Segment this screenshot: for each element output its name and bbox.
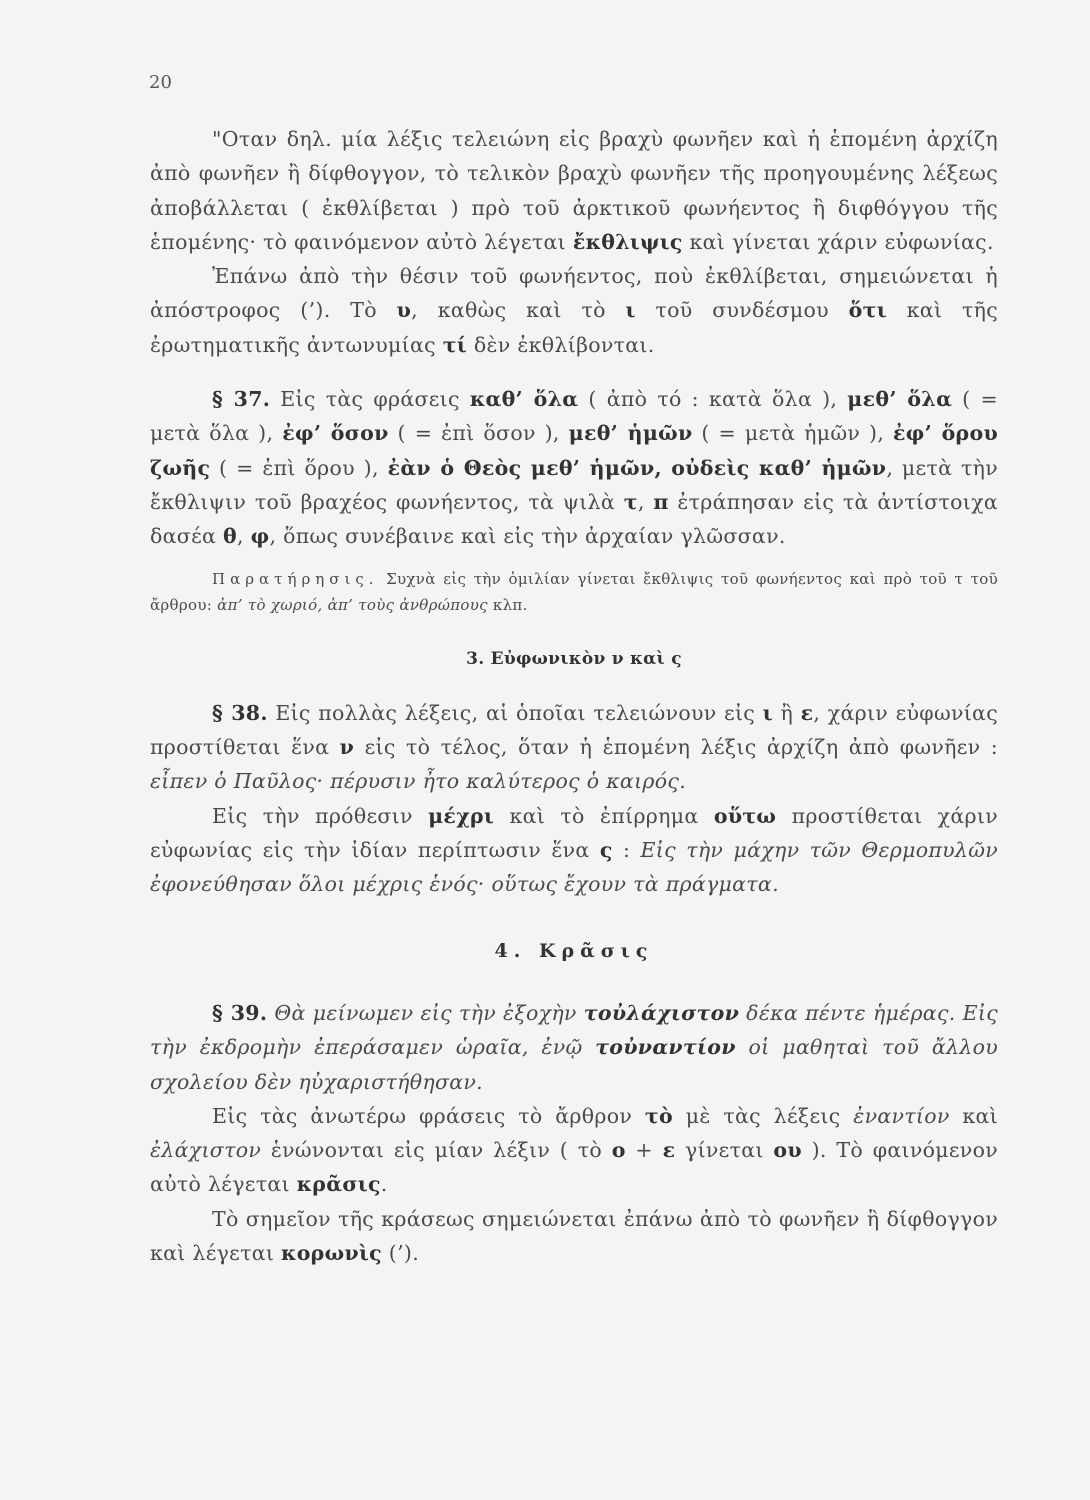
italic-word: ἐναντίον — [853, 1103, 950, 1128]
italic-example: ἀπ’ τὸ χωριό, ἀπ’ τοὺς ἀνθρώπους — [217, 595, 488, 614]
text-run: ( = μετὰ ἡμῶν ), — [692, 421, 894, 446]
bold-word: τί — [442, 332, 468, 357]
bold-italic-word: τοὐναντίον — [595, 1035, 736, 1060]
paragraph-mechri-outo — [150, 799, 998, 902]
text-run: ἢ — [772, 700, 801, 725]
text-run: δὲν ἐκθλίβονται. — [467, 332, 655, 357]
text-run: καὶ τῆς ἐρωτηματικῆς ἀντωνυμίας — [150, 298, 999, 357]
italic-example: οἱ μαθηταὶ τοῦ ἄλλου σχολείου δὲν ηὐχαριστήθησαν. — [150, 1035, 998, 1094]
bold-letter: ν — [339, 735, 355, 760]
page-number: 20 — [149, 72, 172, 93]
paragraph-krasis-explanation — [150, 1099, 998, 1202]
text-run: Εἰς πολλὰς λέξεις, αἱ ὁποῖαι τελειώνουν εἰς — [267, 700, 763, 725]
bold-phrase: μεθ’ ὅλα — [847, 387, 953, 412]
text-run: Εἰς τὰς φράσεις — [270, 387, 470, 412]
bold-phrase: ἐφ’ ὅσον — [282, 421, 389, 446]
italic-example: Εἰς τὴν μάχην τῶν Θερμοπυλῶν ἐφονεύθησαν ὅλοι μέχρις ἑνός· οὕτως ἔχουν τὰ πράγματα. — [150, 838, 998, 897]
bold-letter: ου — [773, 1138, 802, 1163]
italic-example: εἶπεν ὁ Παῦλος· πέρυσιν ἦτο καλύτερος ὁ καιρός. — [150, 769, 687, 794]
italic-example: δέκα πέντε ἡμέρας. Εἰς τὴν ἐκδρομὴν ἐπεράσαμεν ὡραῖα, ἐνῷ — [150, 1000, 999, 1060]
bold-letter: ι — [762, 700, 773, 725]
text-run: Ἐπάνω ἀπὸ τὴν θέσιν τοῦ φωνήεντος, ποὺ ἐκθλίβεται, σημειώνεται ἡ ἀπόστροφος (’). Τὸ — [150, 264, 998, 323]
text-run: Εἰς τὰς ἀνωτέρω φράσεις τὸ ἄρθρον — [212, 1103, 645, 1128]
text-run: ( ἀπὸ τό : κατὰ ὅλα ), — [578, 387, 848, 412]
text-run: , ὅπως συνέβαινε καὶ εἰς τὴν ἀρχαίαν γλῶσσαν. — [269, 524, 786, 549]
text-run: ( = ἐπὶ ὅρου ), — [210, 455, 388, 480]
term-koronis: κορωνὶς — [281, 1241, 382, 1266]
bold-letter: ς — [599, 838, 613, 863]
heading-euphonic-n-s: 3. Εὐφωνικὸν ν καὶ ς — [466, 648, 682, 669]
bold-word: οὕτω — [713, 803, 777, 828]
text-run: "Οταν δηλ. μία λέξις τελειώνη εἰς βραχὺ φωνῆεν καὶ ἡ ἑπομένη ἀρχίζη ἀπὸ φωνῆεν ἢ δίφθογγον, τὸ τελικὸν βραχὺ φωνῆεν τῆς προηγουμένης λέξεως ἀποβάλλεται ( ἐκθλίβεται ) πρὸ τοῦ ἀρκτικοῦ φωνήεντος ἢ διφθόγγου τῆς ἑπομένης· τὸ φαινόμενον αὐτὸ λέγεται — [150, 127, 998, 254]
text-run: Συχνὰ εἰς τὴν ὁμιλίαν γίνεται ἔκθλιψις τοῦ φωνήεντος καὶ πρὸ τοῦ τ τοῦ ἄρθρου: — [150, 569, 998, 614]
paragraph-koronis — [150, 1202, 998, 1271]
term-krasis: κρᾶσις — [296, 1172, 381, 1197]
text-run: : — [612, 838, 641, 863]
section-number: § 39. — [212, 1000, 268, 1025]
term-ekthlipsis: ἔκθλιψις — [572, 229, 683, 254]
section-number: § 37. — [212, 387, 271, 412]
bold-letter: ε — [800, 700, 814, 725]
bold-letter: θ — [222, 524, 237, 549]
bold-phrase: ἐφ’ ὅρου ζωῆς — [150, 421, 998, 480]
text-run: καὶ — [949, 1103, 998, 1128]
bold-phrase: καθ’ ὅλα — [469, 387, 579, 412]
text-run: , καθὼς καὶ τὸ — [411, 298, 626, 323]
text-run: , — [236, 524, 251, 549]
bold-letter: φ — [250, 524, 270, 549]
text-run: κλπ. — [487, 595, 528, 614]
text-run: προστίθεται χάριν εὐφωνίας εἰς τὴν ἰδίαν περίπτωσιν ἕνα — [150, 803, 998, 863]
bold-phrase: μεθ’ ἡμῶν — [568, 421, 693, 446]
remark-note — [150, 566, 998, 618]
bold-letter: τ — [623, 489, 638, 514]
bold-italic-word: τοὐλάχιστον — [583, 1000, 740, 1025]
text-run: ( = μετὰ ὅλα ), — [150, 387, 998, 446]
text-run: , — [637, 489, 654, 514]
bold-word: ὅτι — [848, 298, 887, 323]
italic-example: Θὰ μείνωμεν εἰς τὴν ἐξοχὴν — [267, 1000, 584, 1025]
section-37 — [150, 382, 998, 553]
paragraph-elision-definition — [150, 122, 998, 259]
text-run: ἐτράπησαν εἰς τὰ ἀντίστοιχα δασέα — [150, 489, 998, 549]
italic-word: ἐλάχιστον — [150, 1138, 262, 1163]
remark-label: Παρατήρησις. — [212, 569, 379, 588]
text-run: μὲ τὰς λέξεις — [672, 1103, 854, 1128]
heading-krasis: 4. Κρᾶσις — [494, 939, 654, 962]
paragraph-apostrophe — [150, 259, 998, 362]
bold-letter: ο — [611, 1138, 626, 1163]
bold-phrase: ἐὰν ὁ Θεὸς μεθ’ ἡμῶν, οὐδεὶς καθ’ ἡμῶν — [387, 455, 887, 480]
text-run: ( = ἐπὶ ὅσον ), — [388, 421, 569, 446]
bold-letter: π — [653, 489, 669, 514]
text-run: Τὸ σημεῖον τῆς κράσεως σημειώνεται ἐπάνω ἀπὸ τὸ φωνῆεν ἢ δίφθογγον καὶ λέγεται — [150, 1206, 998, 1266]
text-run: καὶ τὸ ἐπίρρημα — [494, 803, 714, 828]
text-run: καὶ γίνεται χάριν εὐφωνίας. — [682, 229, 994, 254]
text-run: εἰς τὸ τέλος, ὅταν ἡ ἑπομένη λέξις ἀρχίζη ἀπὸ φωνῆεν : — [354, 735, 998, 760]
section-39 — [150, 996, 998, 1099]
bold-letter: ε — [662, 1138, 676, 1163]
text-run: (’). — [381, 1241, 420, 1266]
text-run: τοῦ συνδέσμου — [635, 298, 849, 323]
text-run: ἑνώνονται εἰς μίαν λέξιν ( τὸ — [261, 1138, 612, 1163]
bold-word: μέχρι — [428, 803, 495, 828]
text-run: . — [380, 1172, 388, 1197]
text-run: ). Τὸ φαινόμενον αὐτὸ λέγεται — [150, 1138, 998, 1197]
section-number: § 38. — [212, 700, 268, 725]
text-run: + — [625, 1138, 663, 1163]
text-run: , χάριν εὐφωνίας προστίθεται ἕνα — [150, 700, 998, 760]
bold-word: τὸ — [644, 1103, 673, 1128]
section-38 — [150, 696, 998, 799]
text-run: γίνεται — [675, 1138, 774, 1163]
bold-letter: υ — [396, 298, 412, 323]
page-body — [150, 122, 998, 1270]
text-run: , μετὰ τὴν ἔκθλιψιν τοῦ βραχέος φωνήεντος, τὰ ψιλὰ — [150, 455, 998, 514]
bold-letter: ι — [625, 298, 636, 323]
text-run: Εἰς τὴν πρόθεσιν — [212, 803, 429, 828]
